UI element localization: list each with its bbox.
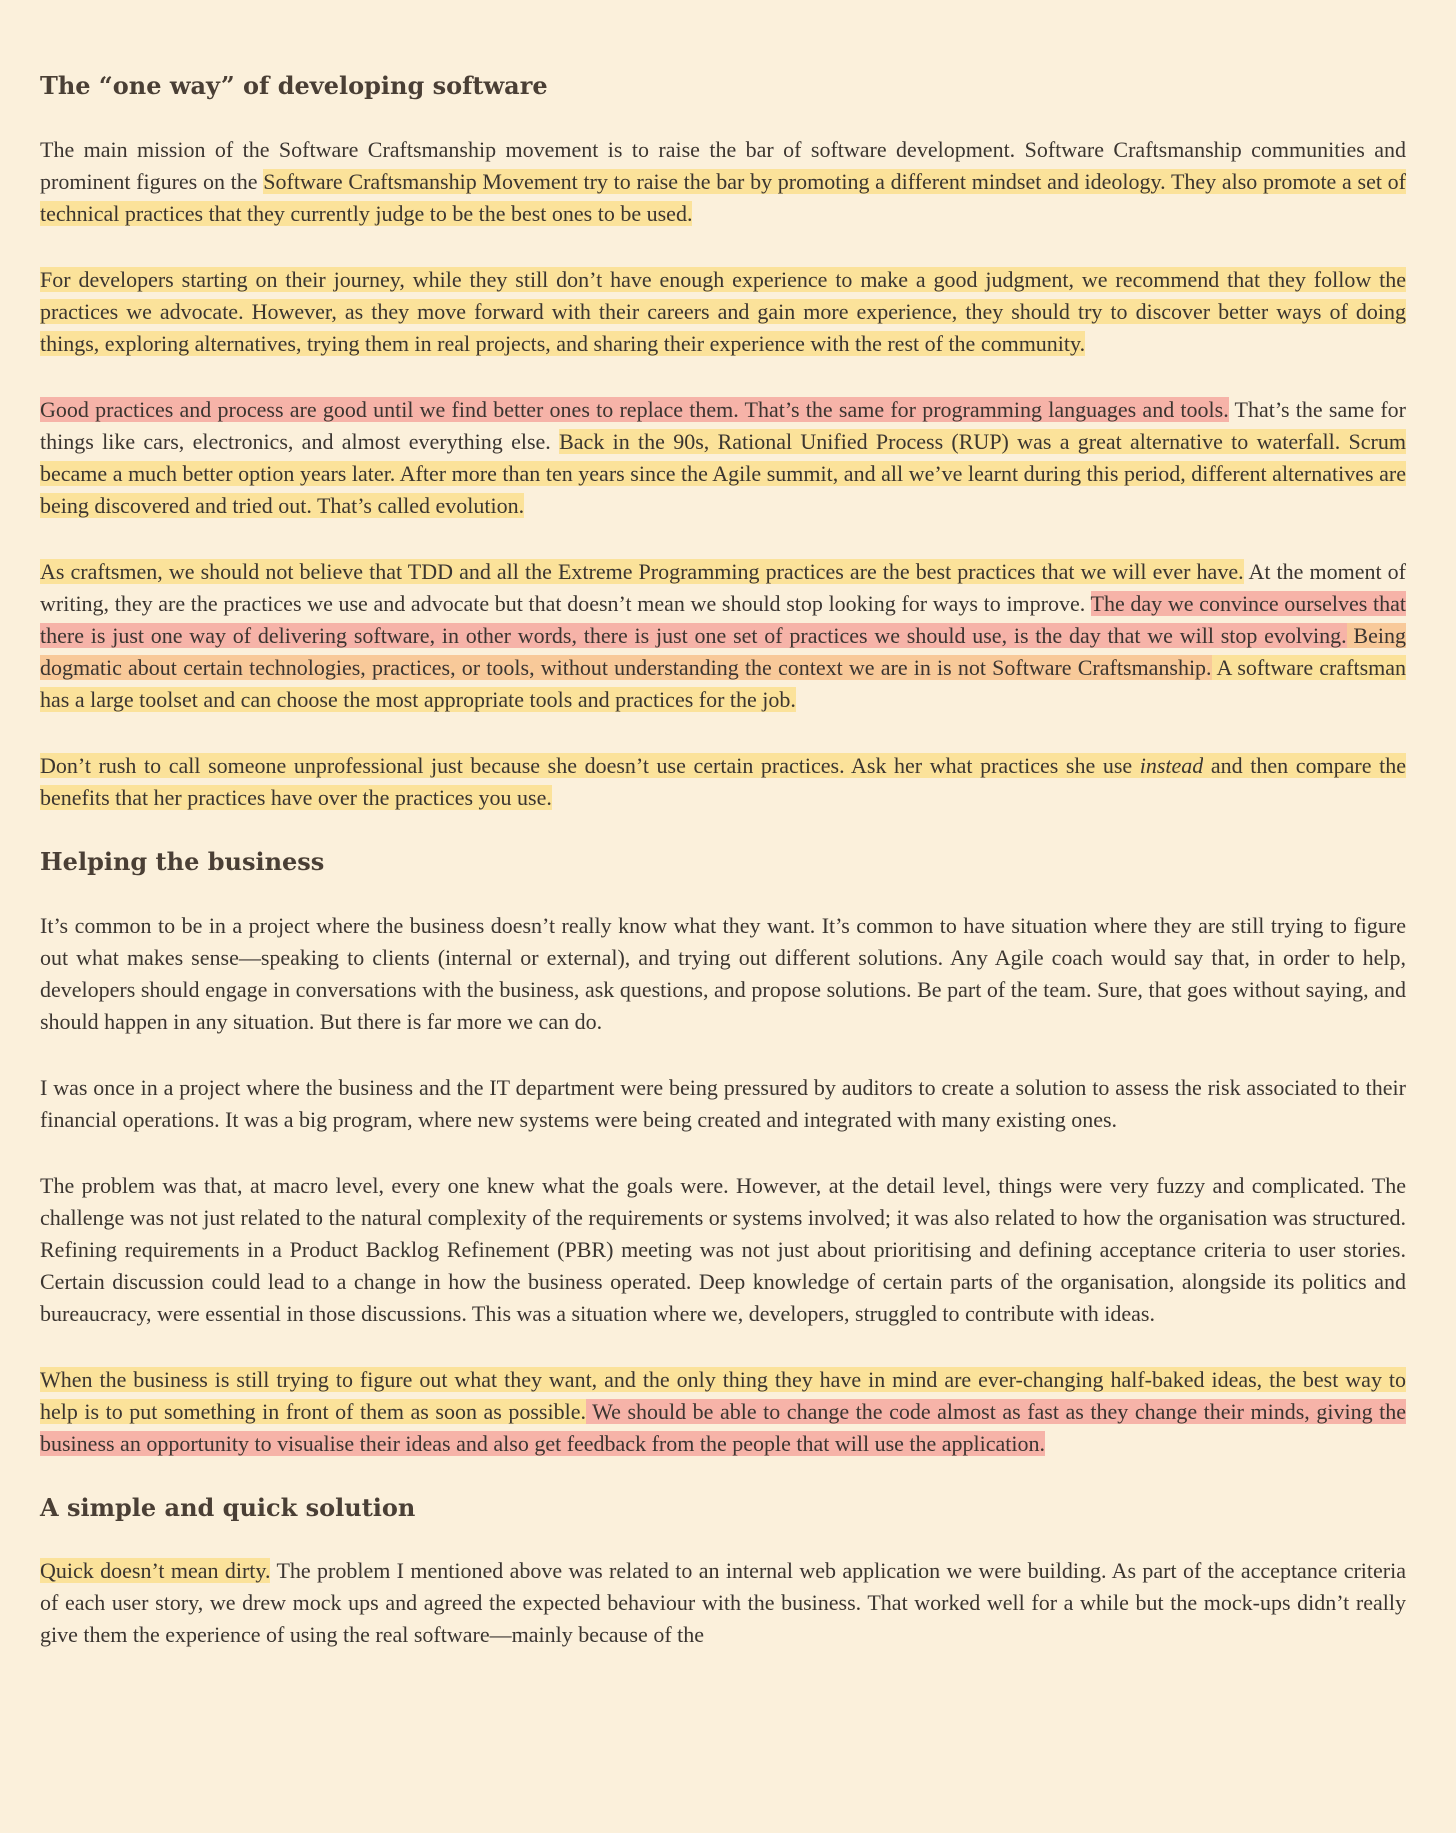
text-run: The problem I mentioned above was related to an internal web application we were building. As part of the acceptance criteria of each user story, we drew mock ups and agreed the expected behaviour with the business. That worked well for a while but the mock-ups didn’t really give them the experience of using the real software—mainly because of the <box>40 1558 1406 1648</box>
paragraph <box>40 1555 1406 1651</box>
section-heading-simple-quick: A simple and quick solution <box>40 1492 416 1522</box>
highlight-yellow: Back in the 90s, Rational Unified Process (RUP) was a great alternative to waterfall. Scrum became a much better option years later. After more than ten years since the Agile summit, and all we’ve learnt during this period, different alternatives are being discovered and tried out. That’s called evolution. <box>40 428 1406 518</box>
highlight-orange: Being dogmatic about certain technologies, practices, or tools, without understanding the context we are in is not Software Craftsmanship. <box>40 622 1406 680</box>
highlight-red: We should be able to change the code almost as fast as they change their minds, giving the business an opportunity to visualise their ideas and also get feedback from the people that will use the application. <box>40 1398 1406 1456</box>
highlight-red: The day we convince ourselves that there is just one way of delivering software, in other words, there is just one set of practices we should use, is the day that we will stop evolving. <box>40 590 1407 648</box>
text-run: I was once in a project where the business and the IT department were being pressured by auditors to create a solution to assess the risk associated to their financial operations. It was a big program, where new systems were being created and integrated with many existing ones. <box>40 1074 1406 1132</box>
text-run: It’s common to be in a project where the business doesn’t really know what they want. It’s common to have situation where they are still trying to figure out what makes sense—speaking to clients (internal or external), and trying out different solutions. Any Agile coach would say that, in order to help, developers should engage in conversations with the business, ask questions, and propose solutions. Be part of the team. Sure, that goes without saying, and should happen in any situation. But there is far more we can do. <box>40 912 1406 1034</box>
paragraph <box>40 1364 1406 1460</box>
paragraph <box>40 134 1406 230</box>
text-run: The main mission of the Software Craftsmanship movement is to raise the bar of software development. Software Craftsmanship communities and prominent figures on the <box>40 136 1406 194</box>
text-run: The problem was that, at macro level, every one knew what the goals were. However, at the detail level, things were very fuzzy and complicated. The challenge was not just related to the natural complexity of the requirements or systems involved; it was also related to how the organisation was structured. Refining requirements in a Product Backlog Refinement (PBR) meeting was not just about prioritising and defining acceptance criteria to user stories. Certain discussion could lead to a change in how the business operated. Deep knowledge of certain parts of the organisation, alongside its politics and bureaucracy, were essential in those discussions. This was a situation where we, developers, struggled to contribute with ideas. <box>40 1172 1406 1326</box>
section-heading-one-way: The “one way” of developing software <box>40 71 548 100</box>
paragraph <box>40 394 1406 522</box>
highlight-red: Good practices and process are good until we find better ones to replace them. That’s the same for programming languages and tools. <box>40 396 1229 422</box>
highlight-yellow: A software craftsman has a large toolset and can choose the most appropriate tools and practices for the job. <box>40 654 1407 712</box>
highlight-yellow: As craftsmen, we should not believe that TDD and all the Extreme Programming practices are the best practices that we will ever have. <box>40 558 1244 584</box>
section-heading-helping-business: Helping the business <box>40 846 325 876</box>
paragraph <box>40 1072 1406 1136</box>
paragraph <box>40 556 1406 716</box>
highlight-yellow: When the business is still trying to figure out what they want, and the only thing they have in mind are ever-changing half-baked ideas, the best way to help is to put something in front of them as soon as possible. <box>40 1366 1406 1424</box>
paragraph <box>40 264 1406 360</box>
text-run: That’s the same for things like cars, electronics, and almost everything else. <box>40 396 1407 454</box>
document-page <box>40 72 1406 1685</box>
paragraph <box>40 1170 1406 1330</box>
highlight-yellow: Don’t rush to call someone unprofessional just because she doesn’t use certain practices. Ask her what practices she use <box>40 752 1140 778</box>
highlight-yellow: Quick doesn’t mean dirty. <box>40 1558 271 1584</box>
highlight-yellow: and then compare the benefits that her practices have over the practices you use. <box>40 752 1406 810</box>
highlight-yellow: Software Craftsmanship Movement try to raise the bar by promoting a different mindset and ideology. They also promote a set of technical practices that they currently judge to be the best ones to be used. <box>40 168 1406 226</box>
paragraph <box>40 910 1406 1038</box>
highlight-yellow: For developers starting on their journey, while they still don’t have enough experience to make a good judgment, we recommend that they follow the practices we advocate. However, as they move forward with their careers and gain more experience, they should try to discover better ways of doing things, exploring alternatives, trying them in real projects, and sharing their experience with the rest of the community. <box>40 266 1406 356</box>
highlight-yellow: instead <box>1139 752 1204 778</box>
text-run: At the moment of writing, they are the practices we use and advocate but that doesn’t mean we should stop looking for ways to improve. <box>40 558 1406 616</box>
paragraph <box>40 750 1406 814</box>
